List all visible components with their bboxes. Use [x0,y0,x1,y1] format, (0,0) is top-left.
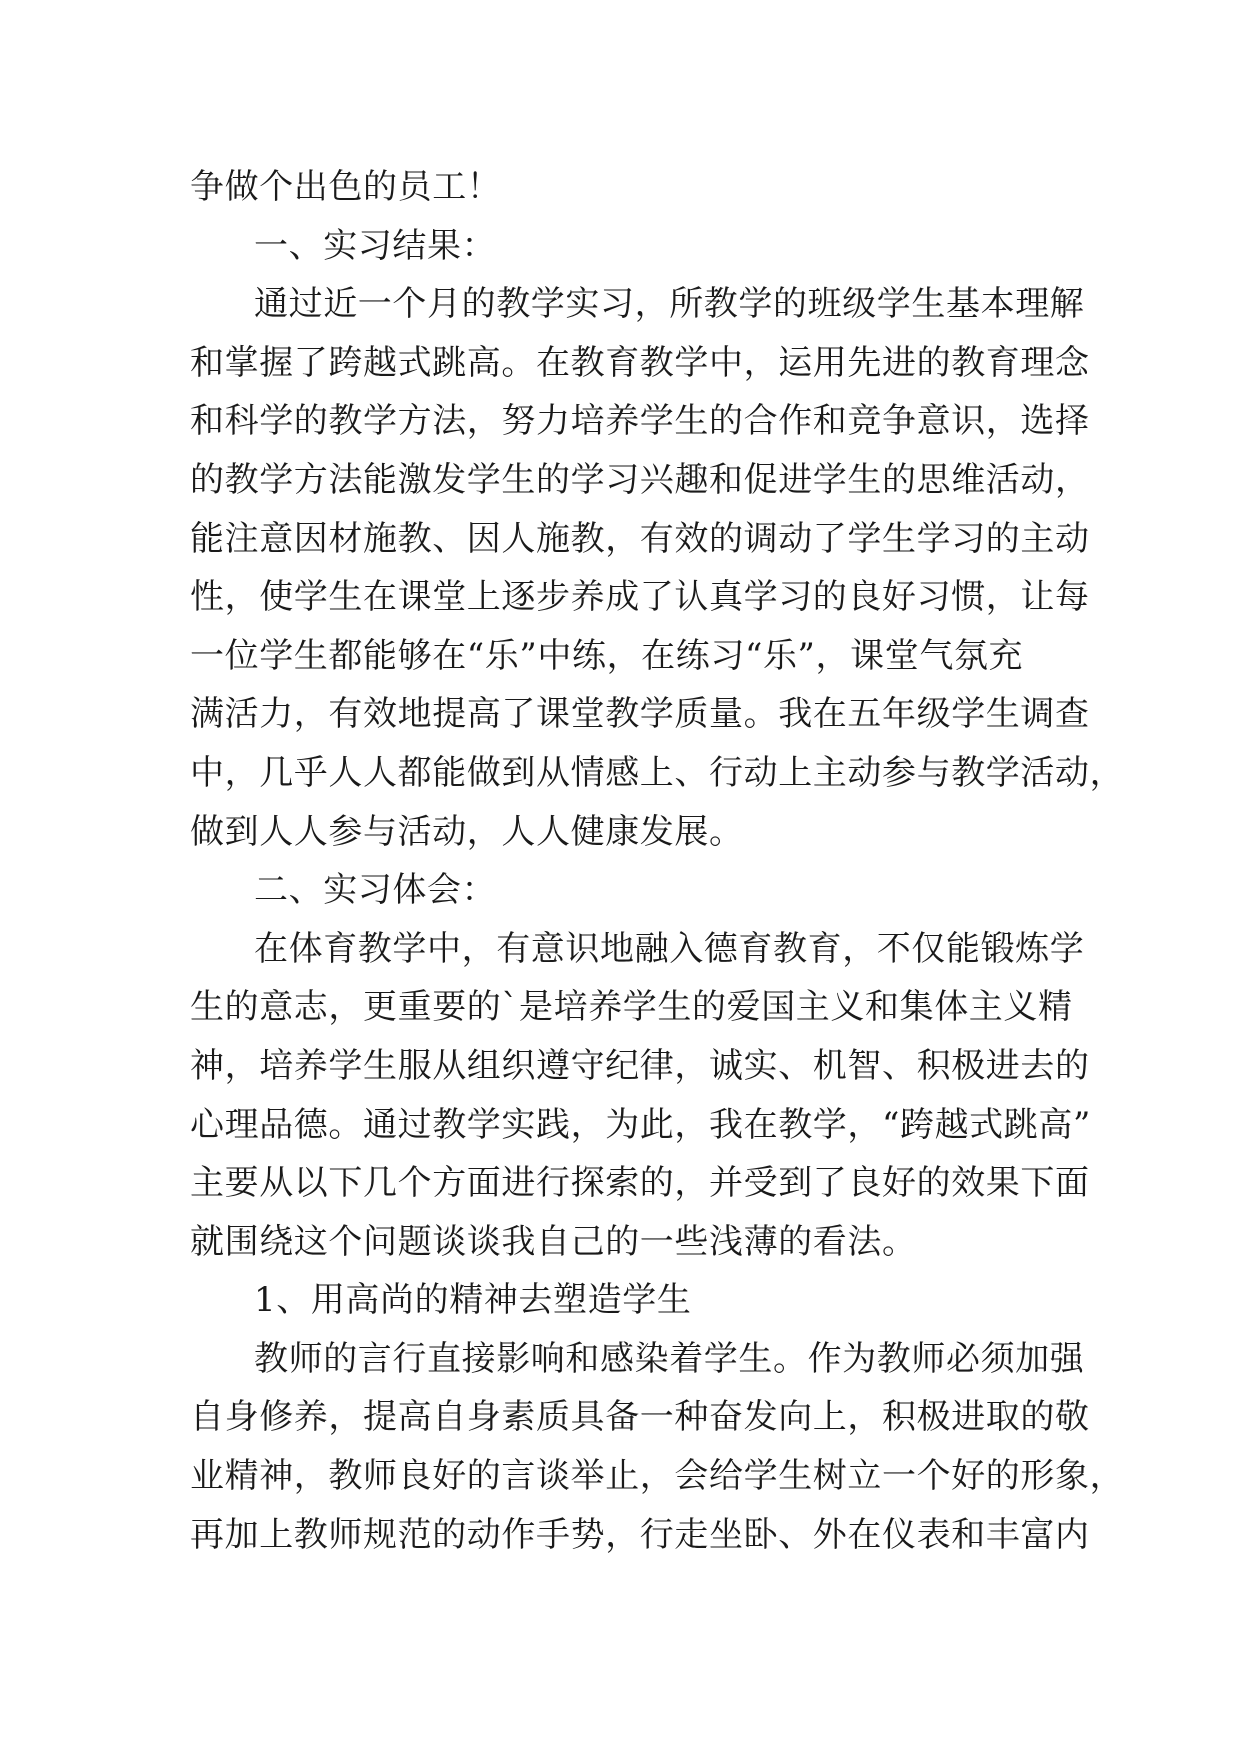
text-line: 再加上教师规范的动作手势，行走坐卧、外在仪表和丰富内 [190,1514,1090,1555]
text-line: 做到人人参与活动，人人健康发展。 [190,811,744,852]
text-line: 心理品德。通过教学实践，为此，我在教学，“跨越式跳高” [190,1104,1091,1145]
text-line: 和科学的教学方法，努力培养学生的合作和竞争意识，选择 [190,401,1090,442]
section-heading: 一、实习结果： [254,225,497,266]
text-line: 神，培养学生服从组织遵守纪律，诚实、机智、积极进去的 [190,1045,1090,1086]
text-line: 自身修养，提高自身素质具备一种奋发向上，积极进取的敬 [190,1397,1090,1438]
text-line: 和掌握了跨越式跳高。在教育教学中，运用先进的教育理念 [190,342,1090,383]
text-line: 生的意志，更重要的`是培养学生的爱国主义和集体主义精 [190,987,1073,1028]
text-line: 在体育教学中，有意识地融入德育教育，不仅能锻炼学 [254,928,1085,969]
text-line: 通过近一个月的教学实习，所教学的班级学生基本理解 [254,284,1085,325]
subsection-heading: 1、用高尚的精神去塑造学生 [254,1280,692,1321]
text-line: 主要从以下几个方面进行探索的，并受到了良好的效果下面 [190,1163,1090,1204]
text-line: 中，几乎人人都能做到从情感上、行动上主动参与教学活动， [190,752,1125,793]
text-line: 一位学生都能够在“乐”中练，在练习“乐”，课堂气氛充 [190,635,1024,676]
document-body [190,158,1125,1564]
text-line: 争做个出色的员工！ [190,167,502,207]
text-line: 能注意因材施教、因人施教，有效的调动了学生学习的主动 [190,518,1090,559]
text-line: 性，使学生在课堂上逐步养成了认真学习的良好习惯，让每 [190,577,1090,618]
text-line: 的教学方法能激发学生的学习兴趣和促进学生的思维活动， [190,459,1090,500]
text-line: 就围绕这个问题谈谈我自己的一些浅薄的看法。 [190,1221,917,1262]
section-heading: 二、实习体会： [254,870,497,911]
text-line: 业精神，教师良好的言谈举止，会给学生树立一个好的形象， [190,1456,1125,1497]
text-line: 满活力，有效地提高了课堂教学质量。我在五年级学生调查 [190,694,1090,735]
text-line: 教师的言行直接影响和感染着学生。作为教师必须加强 [254,1338,1085,1379]
